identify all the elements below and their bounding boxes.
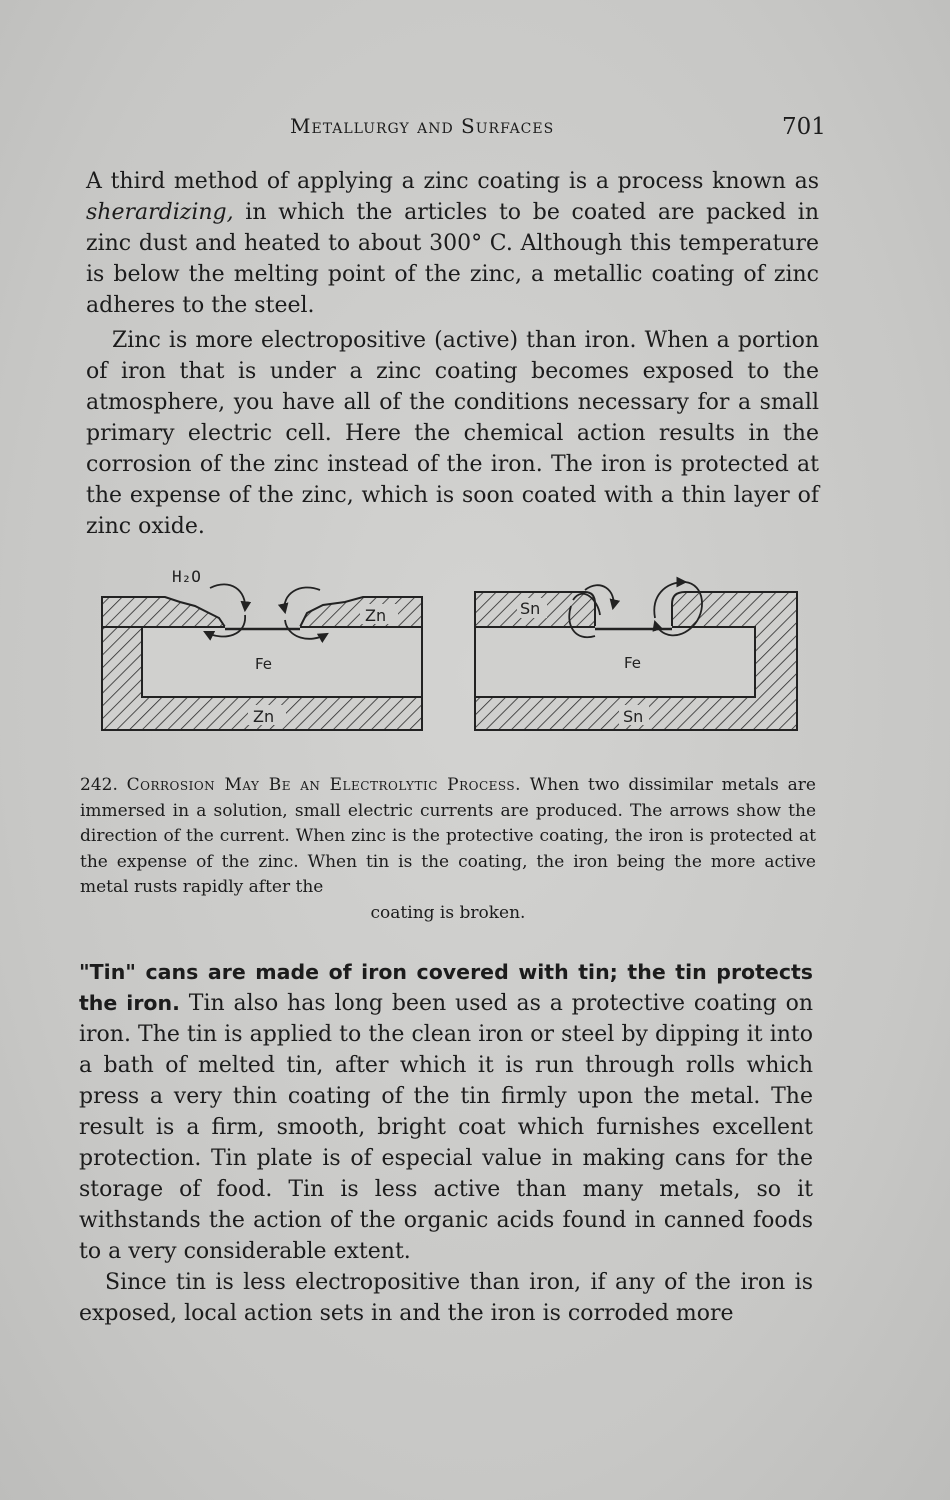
- paragraph-tin-cans: [79, 957, 813, 1267]
- paragraph-zinc-electropositive: Zinc is more electropositive (active) than iron. When a portion of iron that is under a zinc coating becomes exposed to the atmosphere, you have all of the conditions necessary for a small primary electric cell. Here the chemical action results in the corrosion of the zinc instead of the iron. The iron is protected at the expense of the zinc, which is soon coated with a thin layer of zinc oxide.: [86, 328, 819, 539]
- label-zn-top: Zn: [365, 606, 387, 625]
- running-head: Metallurgy and Surfaces: [290, 114, 555, 138]
- p1-text-start: A third method of applying a zinc coating is a process known as: [86, 169, 819, 194]
- term-sherardizing: sherardizing,: [86, 200, 234, 225]
- corrosion-figure: [95, 560, 805, 745]
- page-number: 701: [782, 114, 826, 140]
- label-sn-bottom: Sn: [623, 707, 644, 726]
- tin-cans-body: Tin also has long been used as a protective coating on iron. The tin is applied to the clean iron or steel by dipping it into a bath of melted tin, after which it is run through rolls which press a very thin coating of the tin firmly upon the metal. The result is a firm, smooth, bright coat which furnishes excellent protection. Tin plate is of especial value in making cans for the storage of food. Tin is less active than many metals, so it withstands the action of the organic acids found in canned foods to a very considerable extent.: [79, 991, 813, 1264]
- iron-core-left: [142, 627, 422, 697]
- caption-body: When two dissimilar metals are immersed in a solution, small electric currents are produced. The arrows show the direction of the current. When zinc is the protective coating, the iron is protected at the expense of the zinc. When tin is the coating, the iron being the more active metal rusts rapidly after the: [80, 775, 816, 897]
- caption-title: Corrosion May Be an Electrolytic Process.: [126, 775, 522, 795]
- label-sn-top: Sn: [520, 599, 541, 618]
- label-zn-bottom: Zn: [253, 707, 275, 726]
- tin-cans-heading: "Tin" cans are made of iron covered with tin; the tin protects the iron.: [79, 960, 813, 1015]
- p1-text-end: in which the articles to be coated are packed in zinc dust and heated to about 300° C. Although this temperature is below the melting point of the zinc, a metallic coating of zinc adheres to the steel.: [86, 200, 819, 318]
- paragraph-sherardizing: [86, 166, 819, 321]
- label-fe-right: Fe: [624, 654, 642, 672]
- tin-coated-iron-diagram: [475, 582, 797, 730]
- label-fe-left: Fe: [255, 655, 273, 673]
- zinc-coated-iron-diagram: [102, 567, 422, 730]
- current-arrow-1: [210, 584, 245, 610]
- iron-core-right: [475, 627, 755, 697]
- paragraph-tin-electropositive: Since tin is less electropositive than iron, if any of the iron is exposed, local action sets in and the iron is corroded more: [79, 1270, 813, 1326]
- caption-number: 242.: [80, 775, 118, 795]
- label-h2o: H₂O: [172, 567, 201, 586]
- figure-caption: [80, 773, 816, 926]
- caption-last-line: coating is broken.: [370, 902, 526, 923]
